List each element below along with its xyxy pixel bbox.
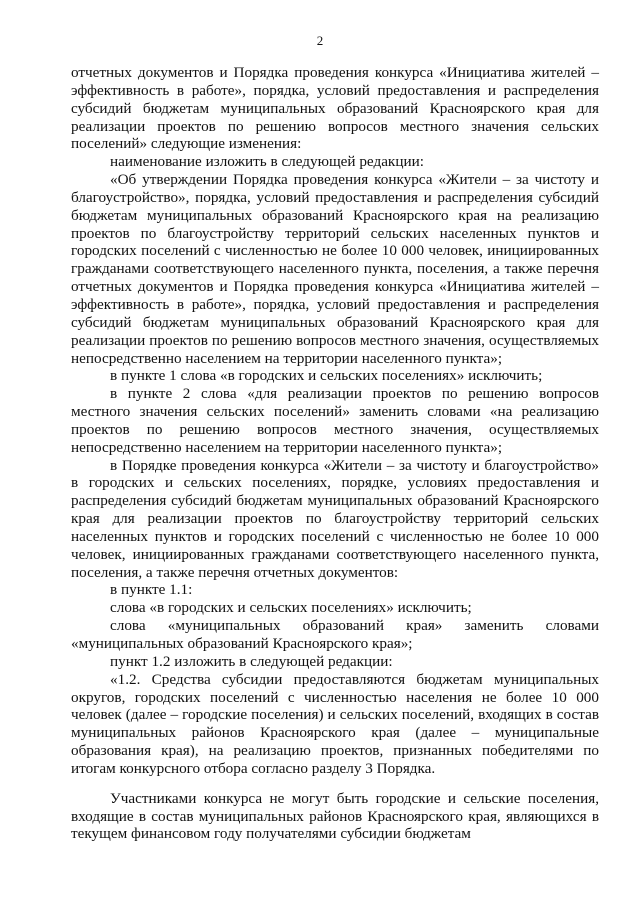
paragraph-point-1-2-text: «1.2. Средства субсидии предоставляются бюджетам муниципальных округов, городских поселений с численностью населения не более 10 000 человек (далее – городские поселения) и сельских поселений, входящих в состав муниципальных районов Красноярского края (далее – муниципальные образования края), на реализацию проектов, признанных победителями по итогам конкурсного отбора согласно разделу 3 Порядка. xyxy=(71,670,599,777)
paragraph-procedure-changes: в Порядке проведения конкурса «Жители – за чистоту и благоустройство» в городских и сельских поселениях, порядке, условиях предоставления и распределения субсидий бюджетам муниципальных образований Красноярского края для реализации проектов по благоустройству территорий сельских населенных пунктов и городских поселений с численностью не более 10 000 человек, инициированных гражданами соответствующего населенного пункта, поселения, а также перечня отчетных документов: xyxy=(71,456,599,581)
paragraph-words-exclude: слова «в городских и сельских поселениях» исключить; xyxy=(110,599,472,617)
paragraph-new-title: «Об утверждении Порядка проведения конкурса «Жители – за чистоту и благоустройство», порядка, условий предоставления и распределения субсидий бюджетам муниципальных образований Красноярского края на реализацию проектов по благоустройству территорий сельских населенных пунктов и городских поселений с численностью не более 10 000 человек, инициированных гражданами соответствующего населенного пункта, поселения, а также перечня отчетных документов и Порядка проведения конкурса «Инициатива жителей – эффективность в работе», порядка, условий предоставления и распределения субсидий бюджетам муниципальных образований Красноярского края для реализации проектов по решению вопросов местного значения, осуществляемых непосредственно населением на территории населенного пункта»; xyxy=(71,171,599,367)
paragraph-point-1: в пункте 1 слова «в городских и сельских поселениях» исключить; xyxy=(110,367,543,385)
paragraph-point-1-2-intro: пункт 1.2 изложить в следующей редакции: xyxy=(110,652,393,670)
paragraph-point-2: в пункте 2 слова «для реализации проектов по решению вопросов местного значения сельских поселений» заменить словами «на реализацию проектов по решению вопросов местного значения, осуществляемых непосредственно населением на территории населенного пункта»; xyxy=(71,385,599,456)
paragraph-words-replace: слова «муниципальных образований края» заменить словами «муниципальных образований Красноярского края»; xyxy=(71,617,599,652)
paragraph-title-amendment: наименование изложить в следующей редакции: xyxy=(110,153,424,171)
page-number: 2 xyxy=(316,33,324,48)
paragraph-point-1-1: в пункте 1.1: xyxy=(110,581,193,599)
paragraph-participants: Участниками конкурса не могут быть городские и сельские поселения, входящие в состав муниципальных районов Красноярского края, являющихся в текущем финансовом году получателями субсидии бюджетам xyxy=(71,789,599,843)
document-body xyxy=(71,64,599,843)
paragraph-intro-continuation: отчетных документов и Порядка проведения конкурса «Инициатива жителей – эффективность в работе», порядка, условий предоставления и распределения субсидий бюджетам муниципальных образований Красноярского края для реализации проектов по решению вопросов местного значения сельских поселений» следующие изменения: xyxy=(71,64,599,153)
